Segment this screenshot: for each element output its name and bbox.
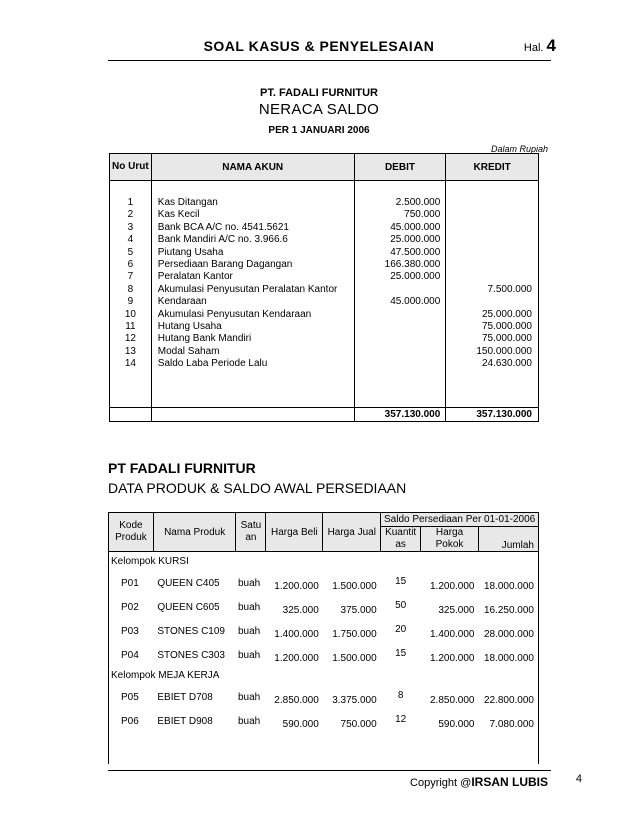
neraca-cell-debit bbox=[355, 284, 441, 296]
neraca-cell-no: 8 bbox=[127, 283, 134, 295]
neraca-cell-debit bbox=[355, 333, 441, 345]
produk-cell-kode: P06 bbox=[109, 708, 154, 732]
neraca-cell-kredit: 7.500.000 bbox=[487, 283, 532, 295]
total-kredit: 357.130.000 bbox=[446, 408, 539, 422]
table-header-row bbox=[110, 154, 539, 181]
document-header-title: SOAL KASUS & PENYELESAIAN bbox=[203, 38, 435, 54]
neraca-cell-akun: Persediaan Barang Dagangan bbox=[157, 258, 293, 270]
col-header-kuantitas: Kuantit as bbox=[381, 527, 421, 552]
col-header-debit: DEBIT bbox=[354, 154, 446, 181]
neraca-cell-no: 13 bbox=[124, 345, 136, 357]
produk-cell-harga-beli: 1.400.000 bbox=[274, 629, 319, 640]
produk-cell-jumlah: 18.000.000 bbox=[478, 642, 538, 666]
neraca-title: NERACA SALDO bbox=[258, 101, 380, 118]
neraca-cell-kredit: 24.630.000 bbox=[481, 358, 532, 370]
neraca-cell-no: 10 bbox=[124, 308, 136, 320]
produk-title: DATA PRODUK & SALDO AWAL PERSEDIAAN bbox=[108, 480, 407, 496]
table-filler-row bbox=[109, 732, 539, 764]
produk-cell-jumlah: 22.800.000 bbox=[478, 684, 538, 708]
col-header-akun: NAMA AKUN bbox=[151, 154, 354, 181]
neraca-cell-kredit: 75.000.000 bbox=[481, 320, 532, 332]
produk-cell-kuantitas: 8 bbox=[397, 690, 404, 701]
produk-cell-kode: P02 bbox=[109, 594, 154, 618]
table-row bbox=[109, 642, 539, 666]
group-label: Kelompok KURSI bbox=[109, 552, 539, 571]
copyright-prefix: Copyright @ bbox=[410, 777, 472, 789]
column-no bbox=[110, 181, 152, 408]
neraca-cell-debit: 45.000.000 bbox=[390, 221, 441, 233]
produk-cell-jumlah: 18.000.000 bbox=[478, 570, 538, 594]
footer-page-number: 4 bbox=[575, 773, 582, 785]
table-row bbox=[109, 684, 539, 708]
neraca-cell-debit: 750.000 bbox=[404, 209, 441, 221]
produk-cell-nama: EBIET D708 bbox=[157, 692, 213, 703]
produk-cell-kode: P03 bbox=[109, 618, 154, 642]
produk-cell-jumlah: 28.000.000 bbox=[478, 618, 538, 642]
copyright bbox=[410, 775, 548, 789]
col-header-kode: Kode Produk bbox=[109, 513, 154, 552]
footer-rule bbox=[108, 770, 551, 771]
produk-cell-satuan: buah bbox=[237, 578, 261, 589]
neraca-cell-akun: Bank Mandiri A/C no. 3.966.6 bbox=[157, 234, 288, 246]
table-filler-cell bbox=[109, 732, 539, 764]
neraca-cell-no: 1 bbox=[127, 197, 134, 208]
author-name: IRSAN LUBIS bbox=[471, 775, 548, 789]
currency-note: Dalam Rupiah bbox=[490, 144, 548, 154]
produk-cell-harga-pokok: 590.000 bbox=[438, 719, 475, 730]
produk-table bbox=[108, 512, 539, 764]
produk-cell-harga-pokok: 325.000 bbox=[438, 605, 475, 616]
produk-cell-nama: QUEEN C605 bbox=[157, 602, 220, 613]
page-number: 4 bbox=[546, 36, 556, 55]
table-row bbox=[109, 618, 539, 642]
produk-cell-harga-beli: 325.000 bbox=[282, 605, 319, 616]
company-name: PT. FADALI FURNITUR bbox=[260, 87, 378, 99]
produk-cell-kuantitas: 15 bbox=[395, 576, 407, 587]
produk-cell-kode: P01 bbox=[109, 570, 154, 594]
neraca-cell-kredit bbox=[446, 209, 532, 221]
produk-cell-harga-jual: 3.375.000 bbox=[332, 695, 377, 706]
table-body bbox=[110, 181, 539, 408]
neraca-cell-kredit bbox=[446, 234, 532, 246]
neraca-cell-akun: Peralatan Kantor bbox=[157, 271, 233, 283]
produk-company: PT FADALI FURNITUR bbox=[108, 460, 256, 476]
neraca-cell-kredit bbox=[446, 271, 532, 283]
group-label: Kelompok MEJA KERJA bbox=[109, 666, 539, 684]
neraca-cell-debit bbox=[355, 321, 441, 333]
col-header-saldo-group: Saldo Persediaan Per 01-01-2006 bbox=[381, 513, 539, 527]
produk-cell-harga-pokok: 2.850.000 bbox=[429, 695, 475, 706]
produk-cell-kuantitas: 15 bbox=[395, 648, 407, 659]
col-header-harga-beli: Harga Beli bbox=[266, 513, 323, 552]
produk-cell-harga-jual: 375.000 bbox=[340, 605, 377, 616]
produk-cell-kuantitas: 20 bbox=[395, 624, 407, 635]
neraca-cell-akun: Hutang Usaha bbox=[157, 320, 222, 332]
produk-cell-kode: P05 bbox=[109, 684, 154, 708]
produk-cell-harga-beli: 2.850.000 bbox=[274, 695, 319, 706]
neraca-cell-akun: Akumulasi Penyusutan Peralatan Kantor bbox=[157, 283, 338, 295]
neraca-cell-kredit bbox=[446, 197, 532, 209]
produk-cell-harga-pokok: 1.200.000 bbox=[429, 653, 475, 664]
produk-cell-jumlah: 16.250.000 bbox=[478, 594, 538, 618]
neraca-cell-debit: 25.000.000 bbox=[390, 271, 441, 283]
neraca-cell-akun: Bank BCA A/C no. 4541.5621 bbox=[157, 221, 289, 233]
table-row bbox=[109, 594, 539, 618]
neraca-cell-no: 3 bbox=[127, 221, 134, 233]
produk-cell-nama: QUEEN C405 bbox=[157, 578, 220, 589]
total-debit: 357.130.000 bbox=[354, 408, 446, 422]
neraca-cell-debit: 47.500.000 bbox=[390, 246, 441, 258]
produk-cell-harga-jual: 750.000 bbox=[340, 719, 377, 730]
col-header-harga-jual: Harga Jual bbox=[323, 513, 381, 552]
produk-cell-harga-beli: 1.200.000 bbox=[274, 581, 319, 592]
total-row bbox=[110, 408, 539, 422]
neraca-cell-no: 11 bbox=[125, 320, 136, 332]
neraca-saldo-table bbox=[109, 153, 539, 422]
column-akun bbox=[151, 181, 354, 408]
neraca-cell-no: 12 bbox=[124, 333, 136, 345]
neraca-cell-kredit: 75.000.000 bbox=[481, 333, 532, 345]
neraca-cell-akun: Kendaraan bbox=[157, 296, 207, 308]
neraca-cell-akun: Modal Saham bbox=[157, 345, 220, 357]
column-kredit bbox=[446, 181, 539, 408]
produk-cell-satuan: buah bbox=[237, 716, 261, 727]
table-row bbox=[109, 570, 539, 594]
produk-header-row-1 bbox=[109, 513, 539, 527]
neraca-cell-debit: 45.000.000 bbox=[390, 296, 441, 308]
neraca-cell-kredit bbox=[446, 247, 532, 259]
produk-cell-satuan: buah bbox=[237, 692, 261, 703]
column-debit bbox=[354, 181, 446, 408]
produk-cell-kuantitas: 50 bbox=[395, 600, 407, 611]
page-label: Hal. bbox=[523, 42, 544, 54]
produk-cell-harga-beli: 1.200.000 bbox=[274, 653, 319, 664]
total-no-cell bbox=[110, 408, 152, 422]
produk-cell-satuan: buah bbox=[237, 626, 261, 637]
group-row bbox=[109, 552, 539, 571]
neraca-cell-akun: Piutang Usaha bbox=[157, 246, 224, 258]
col-header-harga-pokok: Harga Pokok bbox=[421, 527, 479, 552]
produk-cell-satuan: buah bbox=[237, 602, 261, 613]
produk-cell-harga-beli: 590.000 bbox=[282, 719, 319, 730]
neraca-cell-akun: Hutang Bank Mandiri bbox=[157, 333, 252, 345]
total-label-cell bbox=[151, 408, 354, 422]
produk-cell-satuan: buah bbox=[237, 650, 261, 661]
neraca-period: PER 1 JANUARI 2006 bbox=[268, 125, 370, 136]
col-header-no: No Urut bbox=[110, 154, 152, 181]
produk-cell-harga-pokok: 1.200.000 bbox=[429, 581, 475, 592]
neraca-cell-akun: Akumulasi Penyusutan Kendaraan bbox=[157, 308, 312, 320]
produk-cell-harga-jual: 1.750.000 bbox=[332, 629, 377, 640]
neraca-cell-kredit bbox=[446, 222, 532, 234]
neraca-cell-debit bbox=[355, 346, 441, 358]
produk-cell-kode: P04 bbox=[109, 642, 154, 666]
neraca-cell-debit bbox=[355, 358, 441, 370]
group-row bbox=[109, 666, 539, 684]
neraca-cell-kredit: 25.000.000 bbox=[481, 308, 532, 320]
col-header-kredit: KREDIT bbox=[446, 154, 539, 181]
produk-cell-nama: STONES C109 bbox=[157, 626, 225, 637]
neraca-cell-debit: 166.380.000 bbox=[384, 258, 441, 270]
produk-cell-harga-jual: 1.500.000 bbox=[332, 653, 377, 664]
page-indicator bbox=[524, 36, 556, 56]
neraca-cell-no: 2 bbox=[127, 209, 134, 221]
neraca-cell-akun: Kas Ditangan bbox=[157, 197, 218, 208]
neraca-cell-no: 5 bbox=[127, 246, 134, 258]
neraca-cell-no: 4 bbox=[127, 234, 134, 246]
header-rule bbox=[108, 60, 551, 61]
table-row bbox=[109, 708, 539, 732]
produk-cell-nama: EBIET D908 bbox=[157, 716, 213, 727]
produk-cell-harga-pokok: 1.400.000 bbox=[429, 629, 475, 640]
neraca-cell-no: 14 bbox=[124, 358, 136, 370]
neraca-cell-no: 6 bbox=[127, 258, 134, 270]
col-header-jumlah: Jumlah bbox=[478, 527, 538, 552]
neraca-cell-debit bbox=[355, 309, 441, 321]
produk-body bbox=[109, 552, 539, 765]
neraca-cell-no: 7 bbox=[127, 271, 134, 283]
neraca-cell-akun: Saldo Laba Periode Lalu bbox=[157, 358, 268, 370]
neraca-cell-debit: 25.000.000 bbox=[390, 234, 441, 246]
col-header-satuan: Satu an bbox=[236, 513, 266, 552]
produk-cell-kuantitas: 12 bbox=[395, 714, 407, 725]
produk-cell-nama: STONES C303 bbox=[157, 650, 225, 661]
neraca-cell-kredit: 150.000.000 bbox=[476, 345, 532, 357]
neraca-cell-no: 9 bbox=[127, 296, 134, 308]
col-header-nama: Nama Produk bbox=[153, 513, 236, 552]
neraca-cell-kredit bbox=[446, 259, 532, 271]
neraca-cell-akun: Kas Kecil bbox=[157, 209, 200, 221]
produk-cell-jumlah: 7.080.000 bbox=[478, 708, 538, 732]
neraca-cell-debit: 2.500.000 bbox=[395, 197, 441, 208]
produk-cell-harga-jual: 1.500.000 bbox=[332, 581, 377, 592]
neraca-cell-kredit bbox=[446, 296, 532, 308]
